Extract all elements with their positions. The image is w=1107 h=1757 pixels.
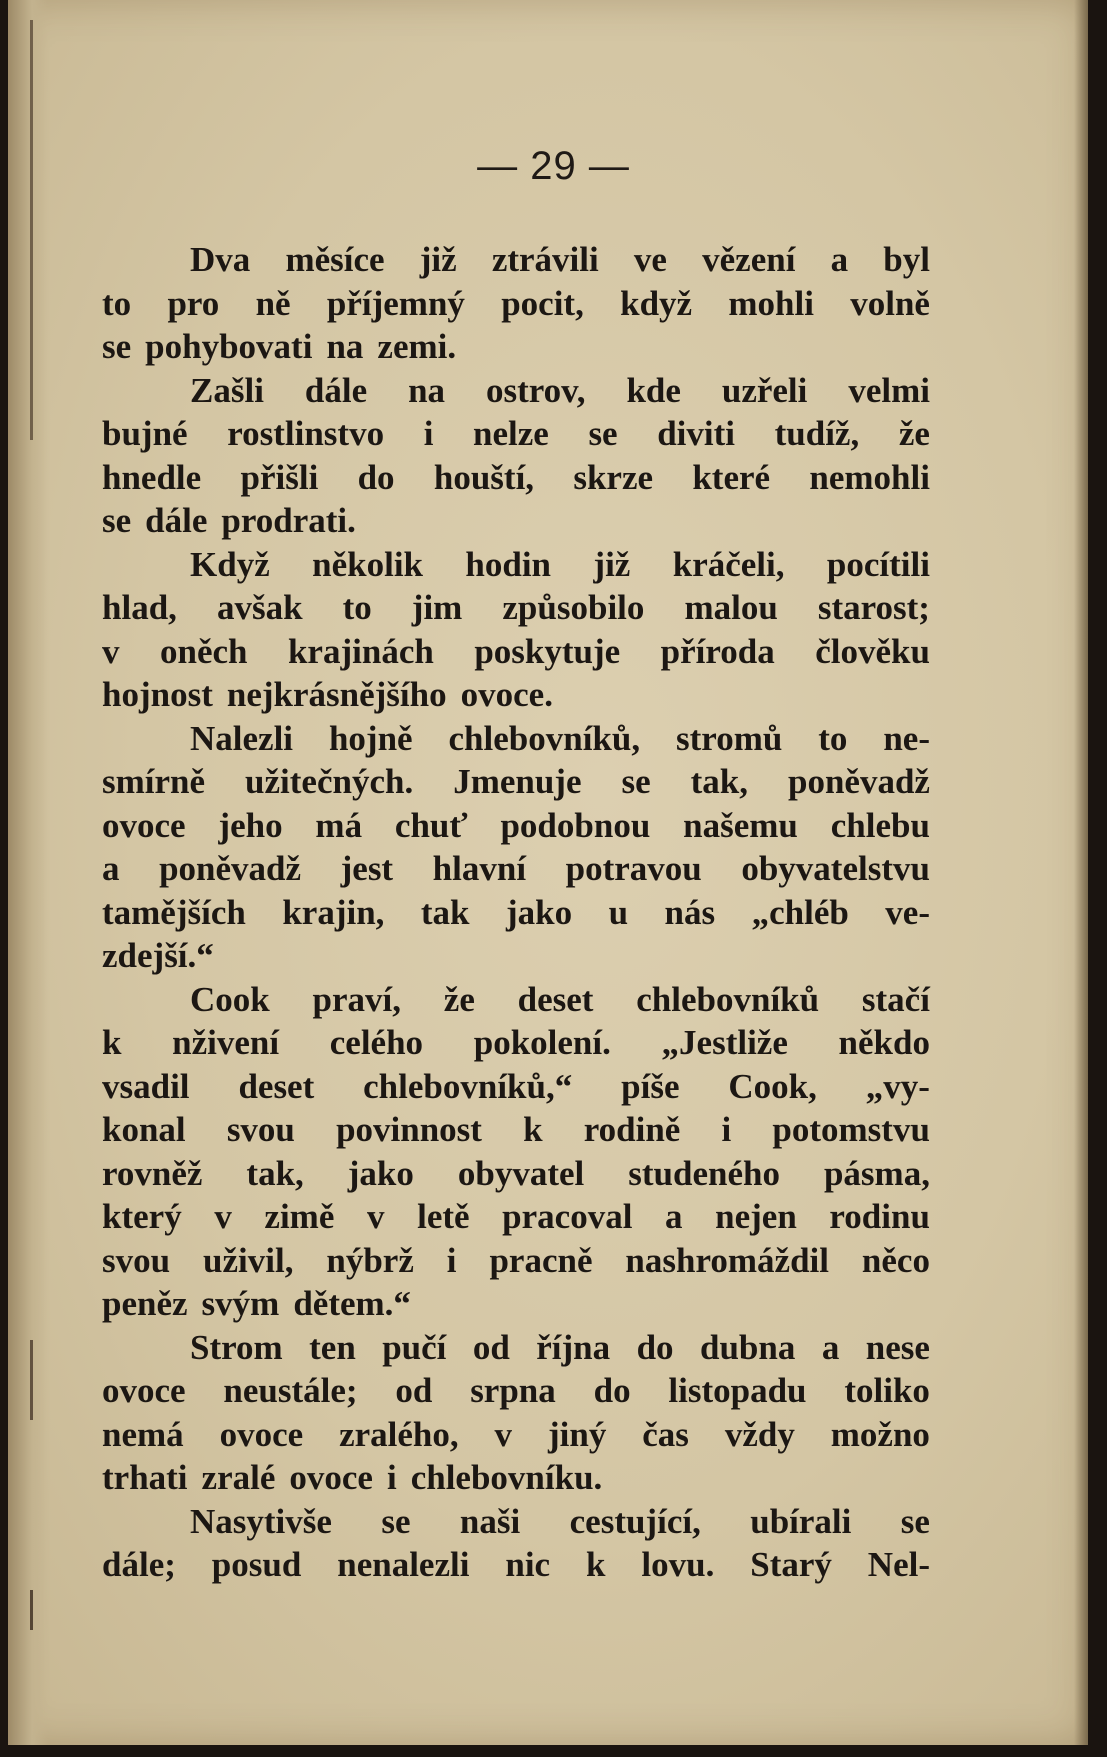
text-line: se dále prodrati. xyxy=(102,501,356,540)
text-line: Strom ten pučí od října do dubna a nese xyxy=(190,1327,930,1367)
text-line: se pohybovati na zemi. xyxy=(102,327,457,366)
text-line: Když několik hodin již kráčeli, pocítili xyxy=(190,544,930,584)
text-line: svou uživil, nýbrž i pracně nashromáždil něco xyxy=(102,1240,930,1280)
text-line: hlad, avšak to jim způsobilo malou starost; xyxy=(102,588,930,627)
text-line: tamějších krajin, tak jako u nás „chléb ve- xyxy=(102,892,930,932)
text-line: trhati zralé ovoce i chlebovníku. xyxy=(102,1458,603,1497)
binding-mark xyxy=(30,1590,33,1630)
text-line: to pro ně příjemný pocit, když mohli volně xyxy=(102,283,930,323)
page-edge-shadow xyxy=(1074,0,1088,1745)
text-line: ovoce neustále; od srpna do listopadu toliko xyxy=(102,1371,930,1410)
text-line: zdejší.“ xyxy=(102,936,214,975)
text-line: hnedle přišli do houští, skrze které nemohli xyxy=(102,457,930,497)
text-line: ovoce jeho má chuť podobnou našemu chlebu xyxy=(102,805,930,845)
text-line: v oněch krajinách poskytuje příroda člověku xyxy=(102,631,930,671)
text-line: konal svou povinnost k rodině i potomstvu xyxy=(102,1110,930,1149)
body-text xyxy=(102,238,930,1587)
text-line: a poněvadž jest hlavní potravou obyvatelstvu xyxy=(102,849,930,888)
text-line: Cook praví, že deset chlebovníků stačí xyxy=(190,979,930,1019)
text-line: který v zimě v letě pracoval a nejen rodinu xyxy=(102,1197,930,1236)
text-line: nemá ovoce zralého, v jiný čas vždy možno xyxy=(102,1414,930,1454)
binding-edge xyxy=(8,0,48,1745)
text-line: dále; posud nenalezli nic k lovu. Starý Nel- xyxy=(102,1545,930,1584)
text-line: vsadil deset chlebovníků,“ píše Cook, „vy- xyxy=(102,1066,930,1106)
binding-mark xyxy=(30,20,33,440)
text-line: k nživení celého pokolení. „Jestliže někdo xyxy=(102,1023,930,1062)
text-line: hojnost nejkrásnějšího ovoce. xyxy=(102,675,553,714)
text-line: Nasytivše se naši cestující, ubírali se xyxy=(190,1501,930,1541)
binding-mark xyxy=(30,1340,33,1420)
text-line: bujné rostlinstvo i nelze se diviti tudíž, že xyxy=(102,414,930,453)
text-line: rovněž tak, jako obyvatel studeného pásma, xyxy=(102,1153,930,1193)
text-line: Nalezli hojně chlebovníků, stromů to ne- xyxy=(190,718,930,758)
page-number: — 29 — xyxy=(477,144,630,188)
text-line: Dva měsíce již ztrávili ve vězení a byl xyxy=(190,240,930,279)
text-line: Zašli dále na ostrov, kde uzřeli velmi xyxy=(190,370,930,410)
text-line: smírně užitečných. Jmenuje se tak, poněvadž xyxy=(102,762,930,801)
text-line: peněz svým dětem.“ xyxy=(102,1284,411,1323)
